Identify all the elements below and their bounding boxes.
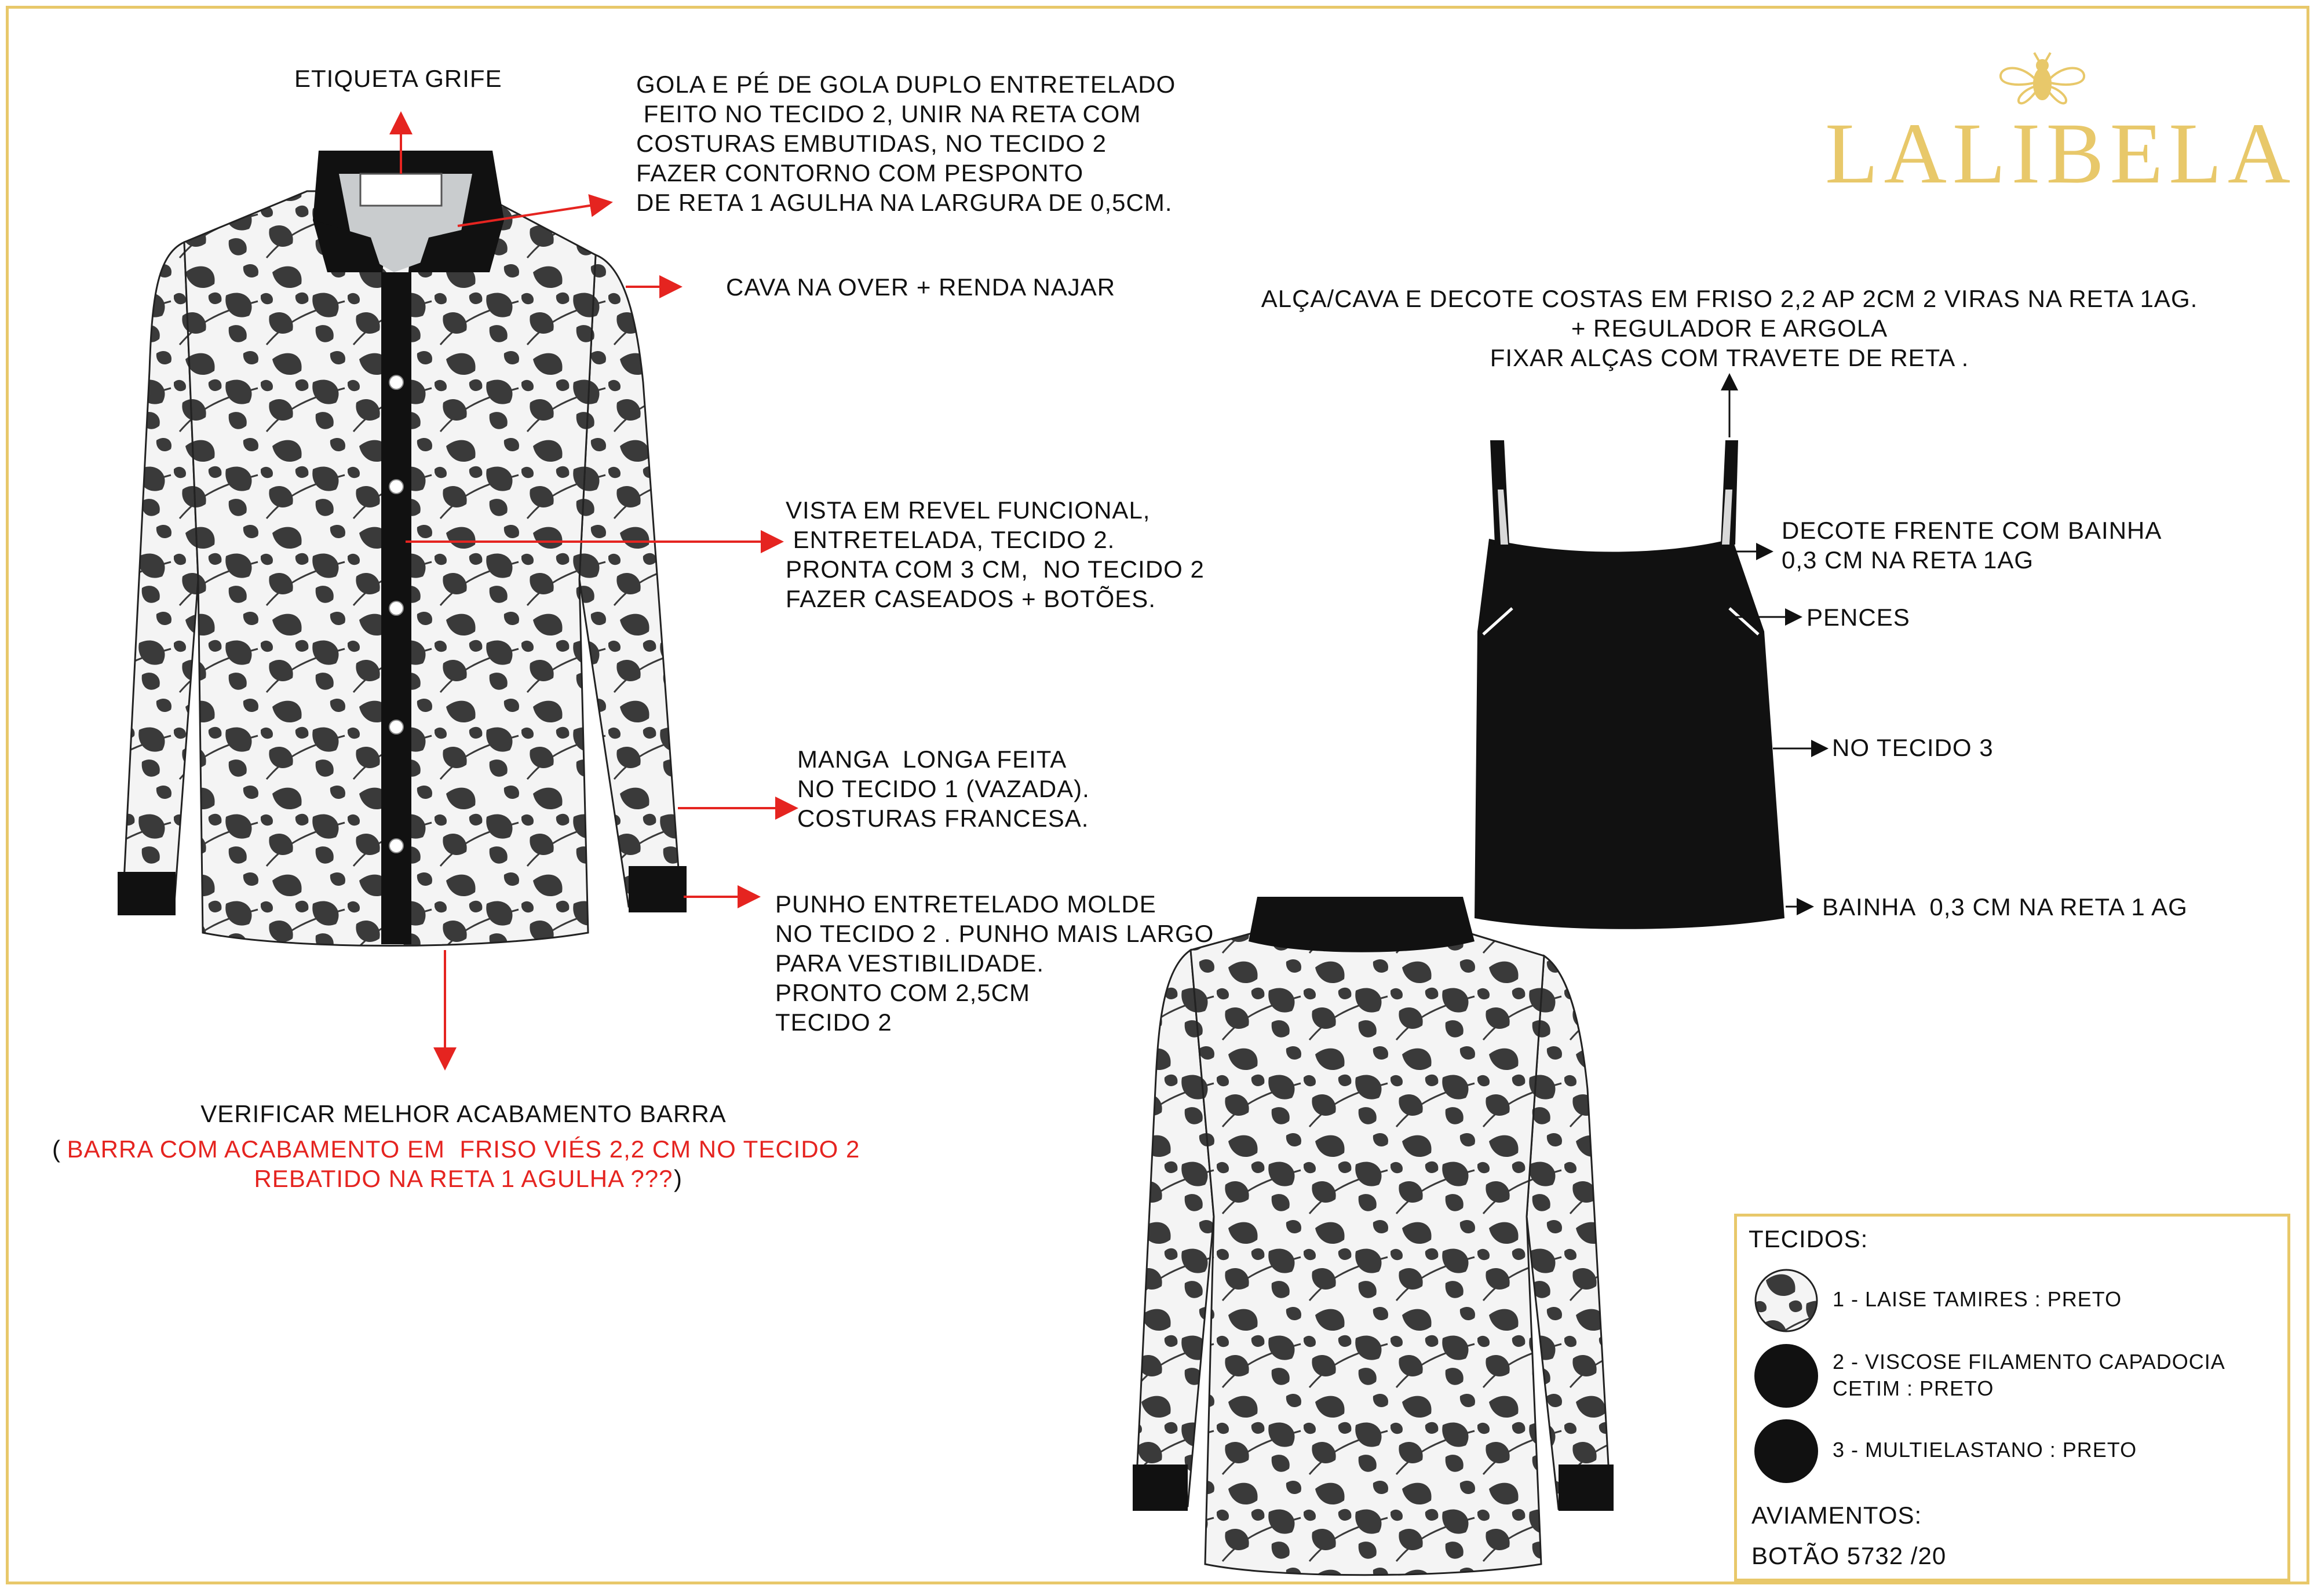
note-punho: PUNHO ENTRETELADO MOLDE NO TECIDO 2 . PUNHO MAIS LARGO PARA VESTIBILIDADE. PRONTO COM 2,5CM TECIDO 2 bbox=[775, 890, 1214, 1036]
fabrics-legend bbox=[1734, 1214, 2290, 1582]
back-body bbox=[1191, 927, 1544, 1575]
camisole-body bbox=[1475, 539, 1784, 929]
note-alca: ALÇA/CAVA E DECOTE COSTAS EM FRISO 2,2 AP 2CM 2 VIRAS NA RETA 1AG. + REGULADOR E ARGOLA FIXAR ALÇAS COM TRAVETE DE RETA . bbox=[1261, 285, 2198, 371]
note-barra-open: ( bbox=[52, 1135, 61, 1163]
legend-title-tecidos: TECIDOS: bbox=[1749, 1225, 1869, 1252]
note-gola: GOLA E PÉ DE GOLA DUPLO ENTRETELADO FEITO NO TECIDO 2, UNIR NA RETA COM COSTURAS EMBUTIDAS, NO TECIDO 2 FAZER CONTORNO COM PESPONTO DE RETA 1 AGULHA NA LARGURA DE 0,5CM. bbox=[636, 71, 1176, 216]
note-etiqueta-grife: ETIQUETA GRIFE bbox=[294, 65, 502, 92]
back-left-cuff bbox=[1133, 1464, 1188, 1511]
note-decote: DECOTE FRENTE COM BAINHA 0,3 CM NA RETA 1AG bbox=[1782, 517, 2162, 574]
legend-item-2: 2 - VISCOSE FILAMENTO CAPADOCIA CETIM : PRETO bbox=[1833, 1350, 2225, 1400]
front-label-tag bbox=[360, 174, 441, 206]
swatch-solid-black-3 bbox=[1754, 1419, 1818, 1483]
back-right-cuff bbox=[1559, 1464, 1614, 1511]
legend-item-3: 3 - MULTIELASTANO : PRETO bbox=[1833, 1438, 2137, 1462]
note-barra: BARRA COM ACABAMENTO EM FRISO VIÉS 2,2 CM NO TECIDO 2 REBATIDO NA RETA 1 AGULHA ??? bbox=[67, 1135, 860, 1192]
legend-title-aviamentos: AVIAMENTOS: bbox=[1751, 1502, 1922, 1529]
front-left-sleeve bbox=[123, 242, 198, 911]
note-vista: VISTA EM REVEL FUNCIONAL, ENTRETELADA, TECIDO 2. PRONTA COM 3 CM, NO TECIDO 2 FAZER CASEADOS + BOTÕES. bbox=[786, 496, 1205, 612]
camisole-drawing bbox=[1475, 440, 1784, 929]
note-barra-close: ) bbox=[674, 1165, 683, 1192]
front-right-cuff bbox=[629, 866, 687, 912]
note-manga: MANGA LONGA FEITA NO TECIDO 1 (VAZADA). COSTURAS FRANCESA. bbox=[797, 746, 1090, 832]
swatch-solid-black-2 bbox=[1754, 1344, 1818, 1408]
front-right-sleeve bbox=[579, 255, 681, 907]
brand-logo-text: LALIBELA bbox=[1825, 105, 2297, 202]
back-collar bbox=[1249, 897, 1475, 952]
front-shirt-drawing bbox=[118, 151, 687, 946]
legend-aviamentos-item: BOTÃO 5732 /20 bbox=[1751, 1542, 1947, 1569]
note-pences: PENCES bbox=[1807, 604, 1910, 631]
note-cava: CAVA NA OVER + RENDA NAJAR bbox=[726, 273, 1116, 301]
legend-item-1: 1 - LAISE TAMIRES : PRETO bbox=[1833, 1287, 2122, 1311]
note-bainha: BAINHA 0,3 CM NA RETA 1 AG bbox=[1822, 893, 2188, 921]
swatch-floral-print bbox=[1754, 1269, 1818, 1332]
note-tecido3: NO TECIDO 3 bbox=[1832, 734, 1994, 761]
front-left-cuff bbox=[118, 872, 176, 915]
note-verificar: VERIFICAR MELHOR ACABAMENTO BARRA bbox=[200, 1100, 727, 1127]
